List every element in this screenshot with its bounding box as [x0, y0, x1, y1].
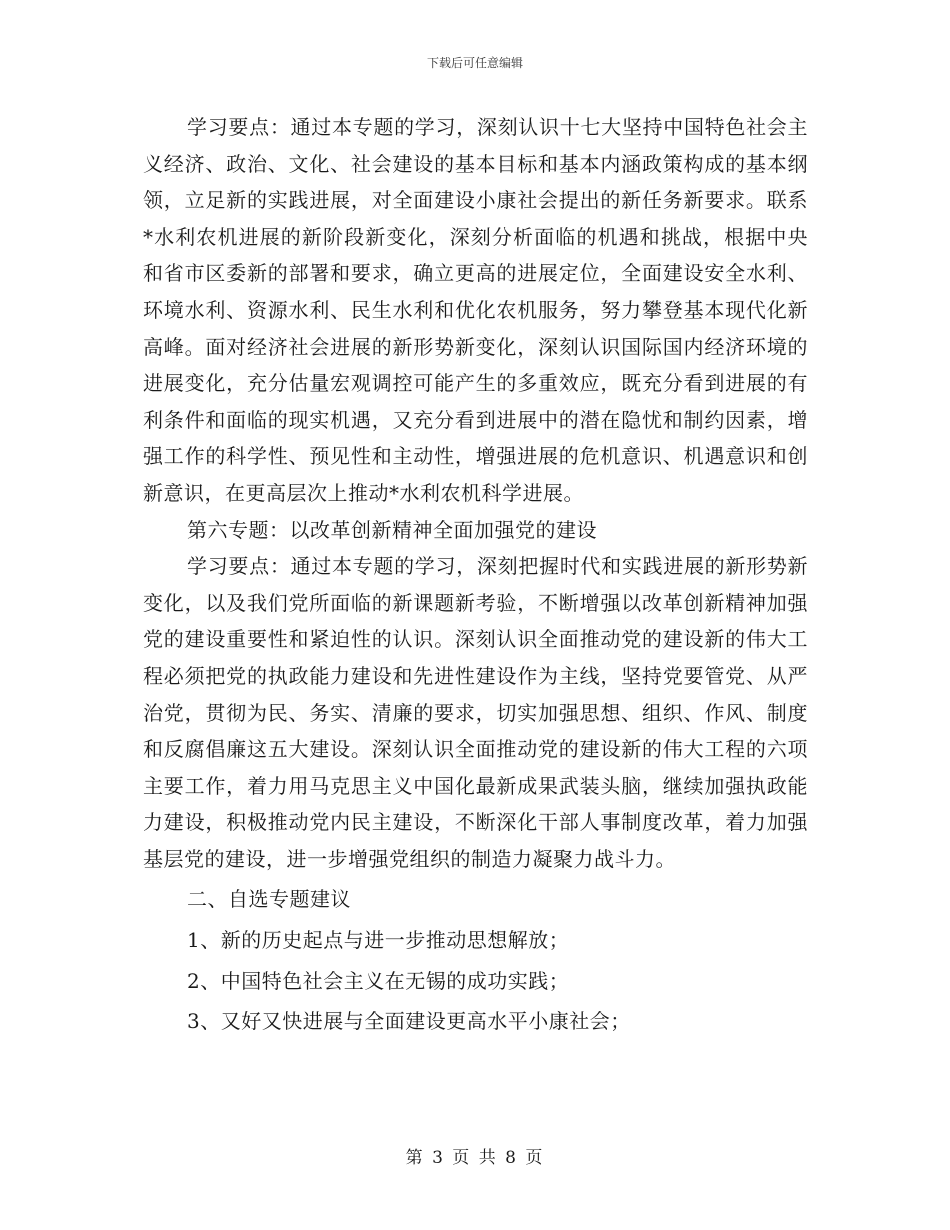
- list-item: 2、中国特色社会主义在无锡的成功实践；: [187, 968, 570, 993]
- list-item: 3、又好又快进展与全面建设更高水平小康社会；: [187, 1009, 631, 1034]
- topic-6-heading: 第六专题：以改革创新精神全面加强党的建设: [187, 517, 597, 542]
- study-points-paragraph-6: 学习要点：通过本专题的学习，深刻把握时代和实践进展的新形势新变化，以及我们党所面临的新课题新考验，不断增强以改革创新精神加强党的建设重要性和紧迫性的认识。深刻认识全面推动党的建设新的伟大工程必须把党的执政能力建设和先进性建设作为主线，坚持党要管党、从严治党，贯彻为民、务实、清廉的要求，切实加强思想、组织、作风、制度和反腐倡廉这五大建设。深刻认识全面推动党的建设新的伟大工程的六项主要工作，着力用马克思主义中国化最新成果武装头脑，继续加强执政能力建设，积极推动党内民主建设，不断深化干部人事制度改革，着力加强基层党的建设，进一步增强党组织的制造力凝聚力战斗力。: [143, 554, 808, 871]
- list-item: 1、新的历史起点与进一步推动思想解放；: [187, 928, 570, 953]
- page-footer: 第 3 页 共 8 页: [405, 1148, 545, 1168]
- study-points-paragraph-5: 学习要点：通过本专题的学习，深刻认识十七大坚持中国特色社会主义经济、政治、文化、社会建设的基本目标和基本内涵政策构成的基本纲领，立足新的实践进展，对全面建设小康社会提出的新任务新要求。联系*水利农机进展的新阶段新变化，深刻分析面临的机遇和挑战，根据中央和省市区委新的部署和要求，确立更高的进展定位，全面建设安全水利、环境水利、资源水利、民生水利和优化农机服务，努力攀登基本现代化新高峰。面对经济社会进展的新形势新变化，深刻认识国际国内经济环境的进展变化，充分估量宏观调控可能产生的多重效应，既充分看到进展的有利条件和面临的现实机遇，又充分看到进展中的潜在隐忧和制约因素，增强工作的科学性、预见性和主动性，增强进展的危机意识、机遇意识和创新意识，在更高层次上推动*水利农机科学进展。: [143, 115, 808, 505]
- section-2-heading: 二、自选专题建议: [187, 887, 351, 912]
- page-header: 下载后可任意编辑: [426, 56, 523, 70]
- document-body: [143, 109, 808, 1040]
